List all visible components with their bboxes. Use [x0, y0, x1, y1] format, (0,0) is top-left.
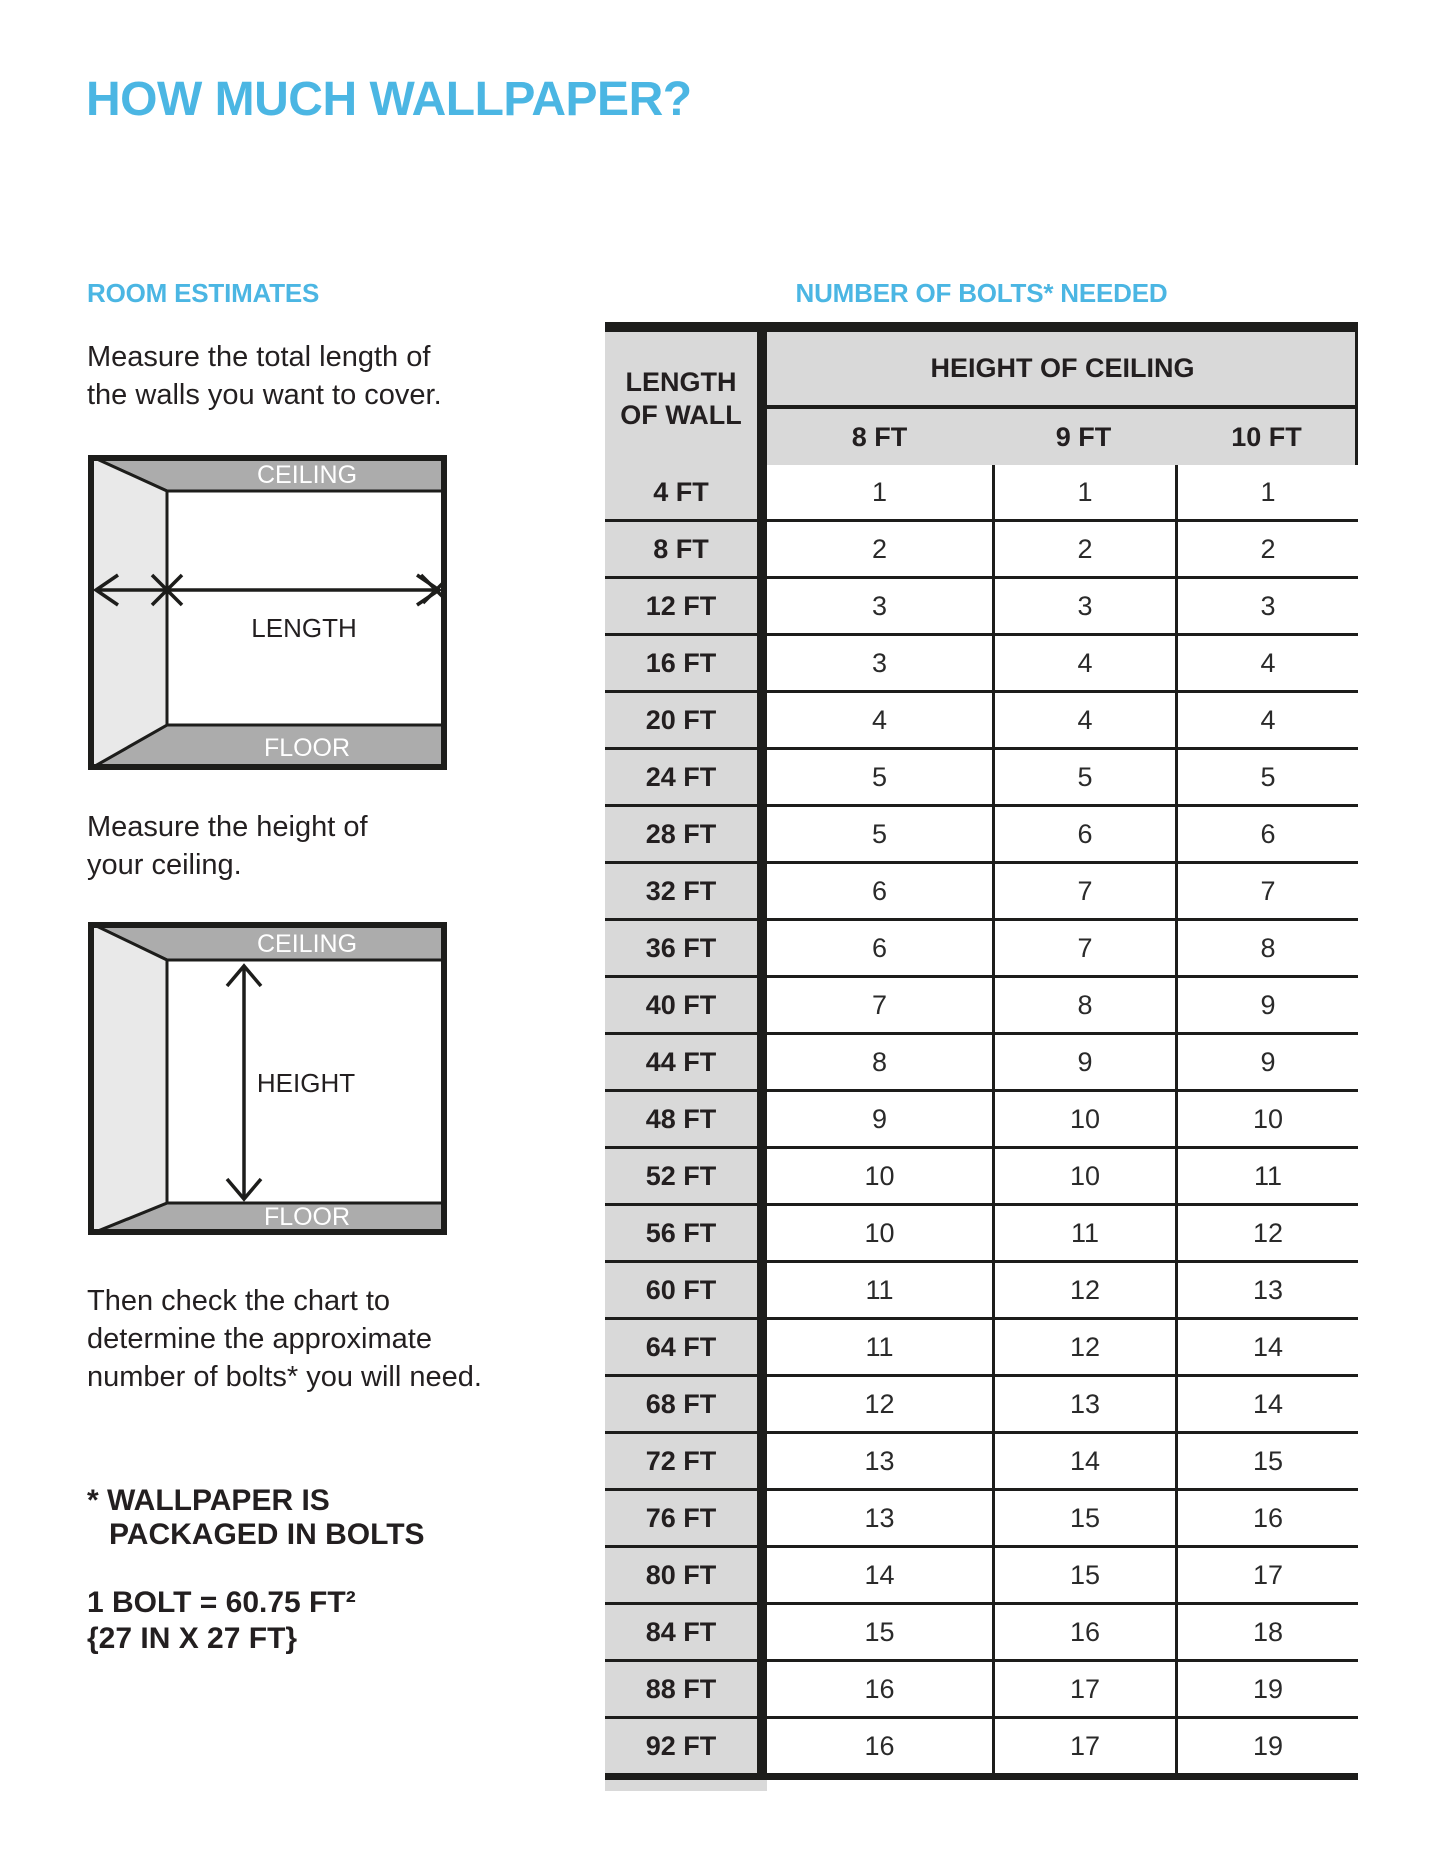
- floor-label: FLOOR: [263, 1203, 351, 1231]
- row-label-cell: 56 FT: [605, 1206, 757, 1260]
- row-label-cell: 28 FT: [605, 807, 757, 861]
- value-cell-10ft: 8: [1178, 921, 1358, 975]
- ceiling-label: CEILING: [256, 461, 358, 489]
- thick-divider-segment: [757, 1320, 767, 1374]
- value-cell-9ft: 11: [995, 1206, 1175, 1260]
- value-cell-8ft: 14: [767, 1548, 992, 1602]
- table-row: [605, 1719, 1358, 1776]
- value-cell-10ft: 9: [1178, 1035, 1358, 1089]
- thick-divider-segment: [757, 1605, 767, 1659]
- table-row: [605, 750, 1358, 807]
- value-cell-8ft: 8: [767, 1035, 992, 1089]
- instruction-length-line2: the walls you want to cover.: [87, 379, 442, 411]
- value-cell-10ft: 13: [1178, 1263, 1358, 1317]
- table-top-border: [605, 322, 1358, 332]
- table-row: [605, 636, 1358, 693]
- thick-divider-segment: [757, 1377, 767, 1431]
- value-cell-8ft: 6: [767, 921, 992, 975]
- value-cell-10ft: 9: [1178, 978, 1358, 1032]
- value-cell-9ft: 8: [995, 978, 1175, 1032]
- table-row: [605, 1320, 1358, 1377]
- thick-divider-segment: [757, 1092, 767, 1146]
- value-cell-10ft: 4: [1178, 693, 1358, 747]
- instruction-chart-line2: determine the approximate: [87, 1323, 432, 1355]
- row-label-cell: 4 FT: [605, 465, 757, 519]
- instruction-height: [87, 808, 368, 884]
- value-cell-8ft: 1: [767, 465, 992, 519]
- value-cell-8ft: 13: [767, 1434, 992, 1488]
- thick-divider-segment: [757, 693, 767, 747]
- value-cell-8ft: 10: [767, 1206, 992, 1260]
- table-row: [605, 1434, 1358, 1491]
- value-cell-9ft: 15: [995, 1491, 1175, 1545]
- table-row: [605, 1035, 1358, 1092]
- row-label-cell: 76 FT: [605, 1491, 757, 1545]
- value-cell-9ft: 5: [995, 750, 1175, 804]
- row-label-cell: 24 FT: [605, 750, 757, 804]
- row-label-cell: 12 FT: [605, 579, 757, 633]
- value-cell-10ft: 14: [1178, 1377, 1358, 1431]
- table-thick-divider: [757, 332, 767, 465]
- column-subheaders: [767, 409, 1358, 465]
- value-cell-10ft: 12: [1178, 1206, 1358, 1260]
- value-cell-10ft: 7: [1178, 864, 1358, 918]
- column-header-8ft: 8 FT: [851, 421, 908, 452]
- table-row: [605, 579, 1358, 636]
- value-cell-9ft: 13: [995, 1377, 1175, 1431]
- column-header-9ft: 9 FT: [1055, 421, 1112, 452]
- height-of-ceiling-header: HEIGHT OF CEILING: [930, 353, 1195, 383]
- table-row: [605, 1491, 1358, 1548]
- value-cell-10ft: 2: [1178, 522, 1358, 576]
- thick-divider-segment: [757, 978, 767, 1032]
- value-cell-9ft: 4: [995, 636, 1175, 690]
- value-cell-8ft: 11: [767, 1263, 992, 1317]
- bolts-footnote-line2: PACKAGED IN BOLTS: [109, 1518, 425, 1551]
- bolt-equation-line1: 1 BOLT = 60.75 FT²: [87, 1586, 356, 1619]
- value-cell-9ft: 17: [995, 1662, 1175, 1716]
- value-cell-10ft: 1: [1178, 465, 1358, 519]
- row-label-cell: 44 FT: [605, 1035, 757, 1089]
- value-cell-8ft: 16: [767, 1719, 992, 1773]
- value-cell-9ft: 2: [995, 522, 1175, 576]
- value-cell-9ft: 3: [995, 579, 1175, 633]
- table-row: [605, 693, 1358, 750]
- table-row: [605, 864, 1358, 921]
- thick-divider-segment: [757, 465, 767, 519]
- instruction-height-line2: your ceiling.: [87, 849, 242, 881]
- thick-divider-segment: [757, 1434, 767, 1488]
- bolts-needed-heading: NUMBER OF BOLTS* NEEDED: [795, 278, 1168, 308]
- table-row: [605, 1548, 1358, 1605]
- instruction-height-line1: Measure the height of: [87, 811, 368, 843]
- table-bottom-border: [605, 1773, 1358, 1780]
- row-label-cell: 32 FT: [605, 864, 757, 918]
- row-label-cell: 40 FT: [605, 978, 757, 1032]
- instruction-chart: [87, 1282, 482, 1396]
- value-cell-8ft: 13: [767, 1491, 992, 1545]
- value-cell-10ft: 5: [1178, 750, 1358, 804]
- left-wall: [88, 922, 167, 1235]
- length-label: LENGTH: [251, 613, 357, 643]
- room-height-diagram: [88, 922, 447, 1235]
- value-cell-10ft: 11: [1178, 1149, 1358, 1203]
- thick-divider-segment: [757, 1035, 767, 1089]
- table-row: [605, 1662, 1358, 1719]
- thick-divider-segment: [757, 579, 767, 633]
- row-label-cell: 60 FT: [605, 1263, 757, 1317]
- value-cell-8ft: 3: [767, 636, 992, 690]
- table-body: [605, 465, 1358, 1776]
- table-row: [605, 1605, 1358, 1662]
- value-cell-8ft: 3: [767, 579, 992, 633]
- instruction-length-line1: Measure the total length of: [87, 341, 431, 373]
- value-cell-10ft: 19: [1178, 1719, 1358, 1773]
- row-label-cell: 68 FT: [605, 1377, 757, 1431]
- row-label-cell: 48 FT: [605, 1092, 757, 1146]
- thick-divider-segment: [757, 1719, 767, 1773]
- row-label-cell: 36 FT: [605, 921, 757, 975]
- value-cell-8ft: 6: [767, 864, 992, 918]
- value-cell-8ft: 11: [767, 1320, 992, 1374]
- row-header-line2: OF WALL: [620, 399, 742, 430]
- row-label-cell: 72 FT: [605, 1434, 757, 1488]
- value-cell-10ft: 19: [1178, 1662, 1358, 1716]
- value-cell-9ft: 14: [995, 1434, 1175, 1488]
- value-cell-9ft: 10: [995, 1092, 1175, 1146]
- thick-divider-segment: [757, 1263, 767, 1317]
- value-cell-10ft: 15: [1178, 1434, 1358, 1488]
- value-cell-8ft: 12: [767, 1377, 992, 1431]
- value-cell-9ft: 12: [995, 1263, 1175, 1317]
- value-cell-9ft: 6: [995, 807, 1175, 861]
- table-row: [605, 522, 1358, 579]
- value-cell-10ft: 16: [1178, 1491, 1358, 1545]
- instruction-chart-line1: Then check the chart to: [87, 1285, 391, 1317]
- bolts-footnote-line1: * WALLPAPER IS: [87, 1484, 330, 1517]
- floor-label: FLOOR: [263, 734, 351, 762]
- thick-divider-segment: [757, 1491, 767, 1545]
- instruction-length: [87, 338, 442, 414]
- value-cell-10ft: 10: [1178, 1092, 1358, 1146]
- bolts-footnote: [87, 1484, 425, 1552]
- value-cell-10ft: 3: [1178, 579, 1358, 633]
- value-cell-8ft: 4: [767, 693, 992, 747]
- value-cell-8ft: 15: [767, 1605, 992, 1659]
- value-cell-10ft: 14: [1178, 1320, 1358, 1374]
- thick-divider-segment: [757, 864, 767, 918]
- table-row: [605, 1263, 1358, 1320]
- value-cell-9ft: 15: [995, 1548, 1175, 1602]
- value-cell-9ft: 7: [995, 864, 1175, 918]
- thick-divider-segment: [757, 636, 767, 690]
- table-row: [605, 1149, 1358, 1206]
- thick-divider-segment: [757, 750, 767, 804]
- column-header-group: [767, 332, 1358, 465]
- value-cell-9ft: 10: [995, 1149, 1175, 1203]
- bolt-equation-line2: {27 IN X 27 FT}: [87, 1622, 298, 1655]
- row-label-cell: 84 FT: [605, 1605, 757, 1659]
- instruction-chart-line3: number of bolts* you will need.: [87, 1361, 482, 1393]
- column-header-10ft: 10 FT: [1231, 421, 1302, 452]
- back-wall: [167, 491, 447, 725]
- thick-divider-segment: [757, 1662, 767, 1716]
- value-cell-8ft: 5: [767, 807, 992, 861]
- value-cell-9ft: 1: [995, 465, 1175, 519]
- thick-divider-segment: [757, 921, 767, 975]
- value-cell-10ft: 18: [1178, 1605, 1358, 1659]
- table-row: [605, 807, 1358, 864]
- table-row: [605, 1377, 1358, 1434]
- value-cell-8ft: 2: [767, 522, 992, 576]
- table-row: [605, 1092, 1358, 1149]
- table-row: [605, 465, 1358, 522]
- thick-divider-segment: [757, 1206, 767, 1260]
- value-cell-8ft: 16: [767, 1662, 992, 1716]
- row-label-cell: 8 FT: [605, 522, 757, 576]
- height-label: HEIGHT: [256, 1068, 356, 1098]
- value-cell-8ft: 9: [767, 1092, 992, 1146]
- value-cell-8ft: 10: [767, 1149, 992, 1203]
- value-cell-9ft: 12: [995, 1320, 1175, 1374]
- row-label-cell: 52 FT: [605, 1149, 757, 1203]
- row-label-cell: 92 FT: [605, 1719, 757, 1773]
- row-header-cell: [605, 332, 757, 465]
- value-cell-9ft: 9: [995, 1035, 1175, 1089]
- row-label-cell: 64 FT: [605, 1320, 757, 1374]
- bolts-table: [605, 322, 1358, 1800]
- row-label-cell: 80 FT: [605, 1548, 757, 1602]
- thick-divider-segment: [757, 807, 767, 861]
- table-row: [605, 921, 1358, 978]
- bolt-equation: [87, 1585, 356, 1657]
- value-cell-10ft: 6: [1178, 807, 1358, 861]
- value-cell-9ft: 4: [995, 693, 1175, 747]
- row-header-line1: LENGTH: [625, 366, 737, 397]
- row-label-cell: 88 FT: [605, 1662, 757, 1716]
- table-row: [605, 1206, 1358, 1263]
- room-length-diagram: [88, 455, 447, 770]
- value-cell-8ft: 5: [767, 750, 992, 804]
- value-cell-8ft: 7: [767, 978, 992, 1032]
- row-label-cell: 20 FT: [605, 693, 757, 747]
- value-cell-10ft: 4: [1178, 636, 1358, 690]
- value-cell-10ft: 17: [1178, 1548, 1358, 1602]
- room-estimates-heading: ROOM ESTIMATES: [87, 278, 320, 308]
- thick-divider-segment: [757, 522, 767, 576]
- page-title: HOW MUCH WALLPAPER?: [86, 73, 692, 126]
- table-row: [605, 978, 1358, 1035]
- value-cell-9ft: 17: [995, 1719, 1175, 1773]
- table-gray-tail: [605, 1780, 767, 1791]
- thick-divider-segment: [757, 1548, 767, 1602]
- value-cell-9ft: 16: [995, 1605, 1175, 1659]
- left-wall: [88, 455, 167, 770]
- row-label-cell: 16 FT: [605, 636, 757, 690]
- value-cell-9ft: 7: [995, 921, 1175, 975]
- ceiling-label: CEILING: [256, 930, 358, 958]
- thick-divider-segment: [757, 1149, 767, 1203]
